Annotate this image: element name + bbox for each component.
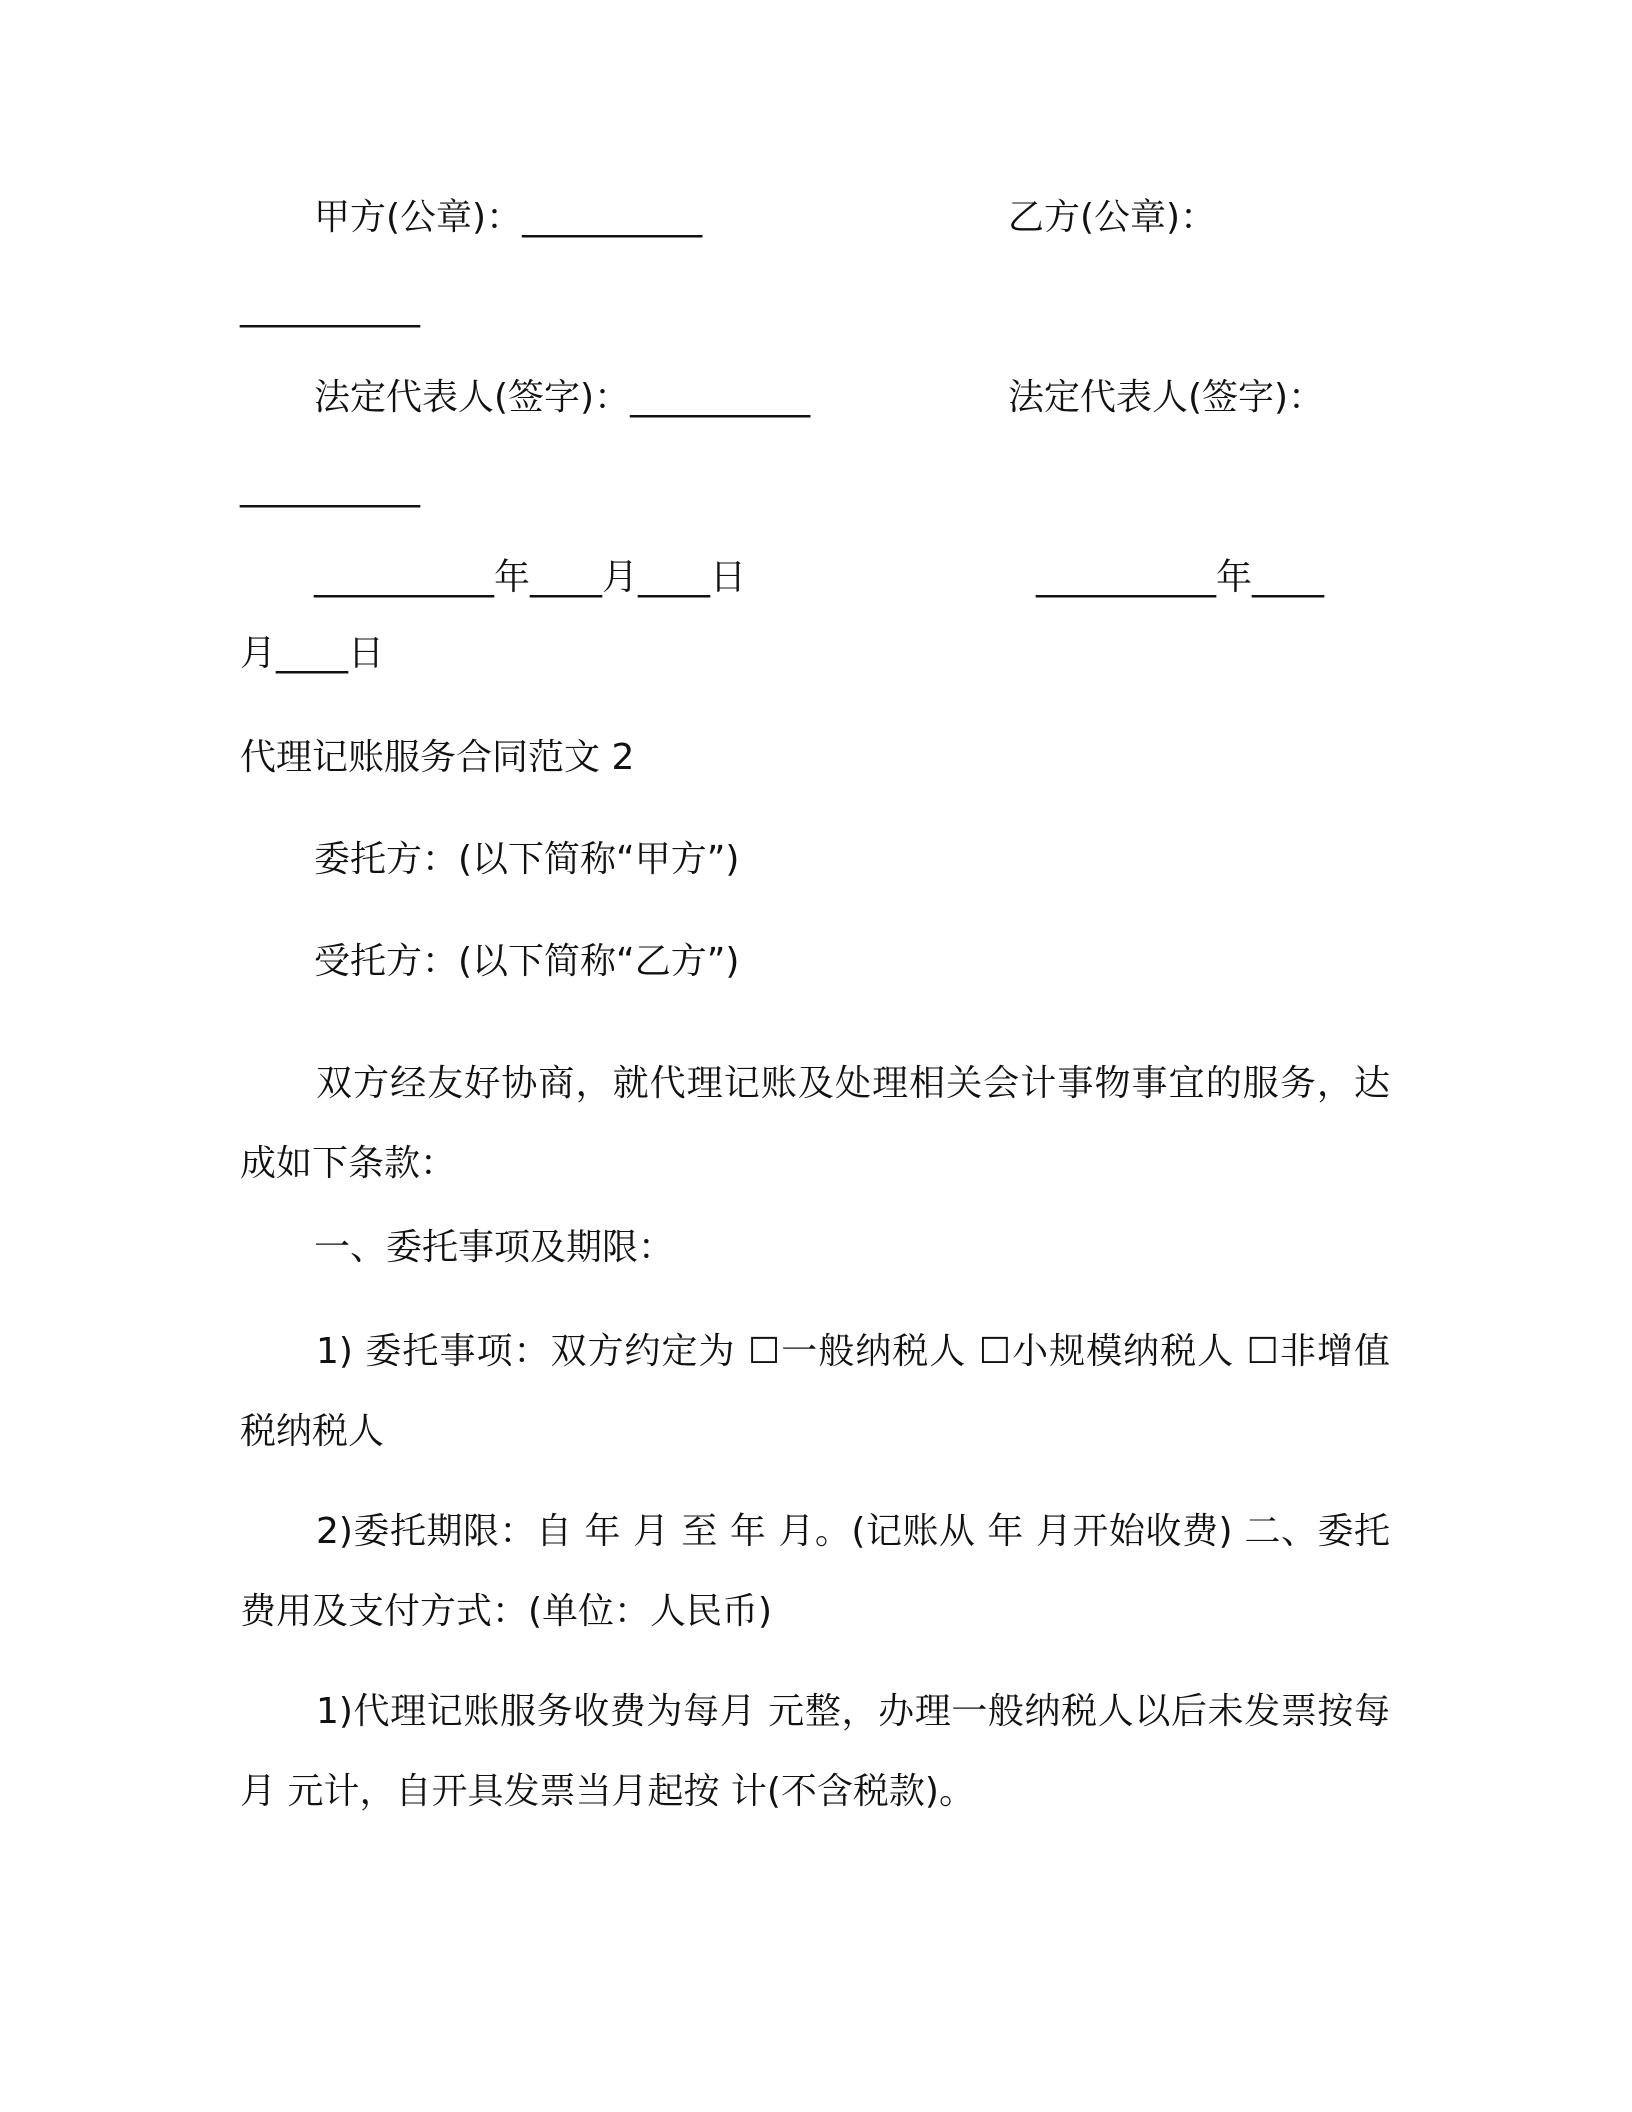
party-b-seal-line: 乙方(公章)：	[1008, 197, 1217, 238]
party-a-date-line: __________年____月____日	[314, 557, 746, 598]
party-a-seal-line: 甲方(公章)：__________	[314, 197, 703, 238]
intro-paragraph: 双方经友好协商，就代理记账及处理相关会计事物事宜的服务，达成如下条款：	[240, 1063, 1390, 1184]
item-2-paragraph: 2)委托期限：自 年 月 至 年 月。(记账从 年 月开始收费) 二、委托费用及支付方式：(单位：人民币)	[240, 1511, 1390, 1632]
party-b-representative-line: 法定代表人(签字)：	[1008, 377, 1325, 418]
client-party-line: 委托方：(以下简称“甲方”)	[314, 839, 740, 880]
item-3-paragraph: 1)代理记账服务收费为每月 元整，办理一般纳税人以后未发票按每月 元计，自开具发票当月起按 计(不含税款)。	[240, 1691, 1390, 1812]
contract-title: 代理记账服务合同范文 2	[240, 737, 635, 778]
party-a-representative-line: 法定代表人(签字)：__________	[314, 377, 811, 418]
agent-party-line: 受托方：(以下简称“乙方”)	[314, 941, 740, 982]
party-b-date-continuation: 月____日	[240, 633, 385, 674]
party-b-seal-blank: __________	[240, 287, 420, 328]
party-b-representative-blank: __________	[240, 467, 420, 508]
item-1-paragraph: 1) 委托事项：双方约定为 ☐一般纳税人 ☐小规模纳税人 ☐非增值税纳税人	[240, 1331, 1390, 1452]
party-b-date-line: __________年____	[1036, 557, 1324, 598]
section-1-heading: 一、委托事项及期限：	[314, 1227, 675, 1268]
